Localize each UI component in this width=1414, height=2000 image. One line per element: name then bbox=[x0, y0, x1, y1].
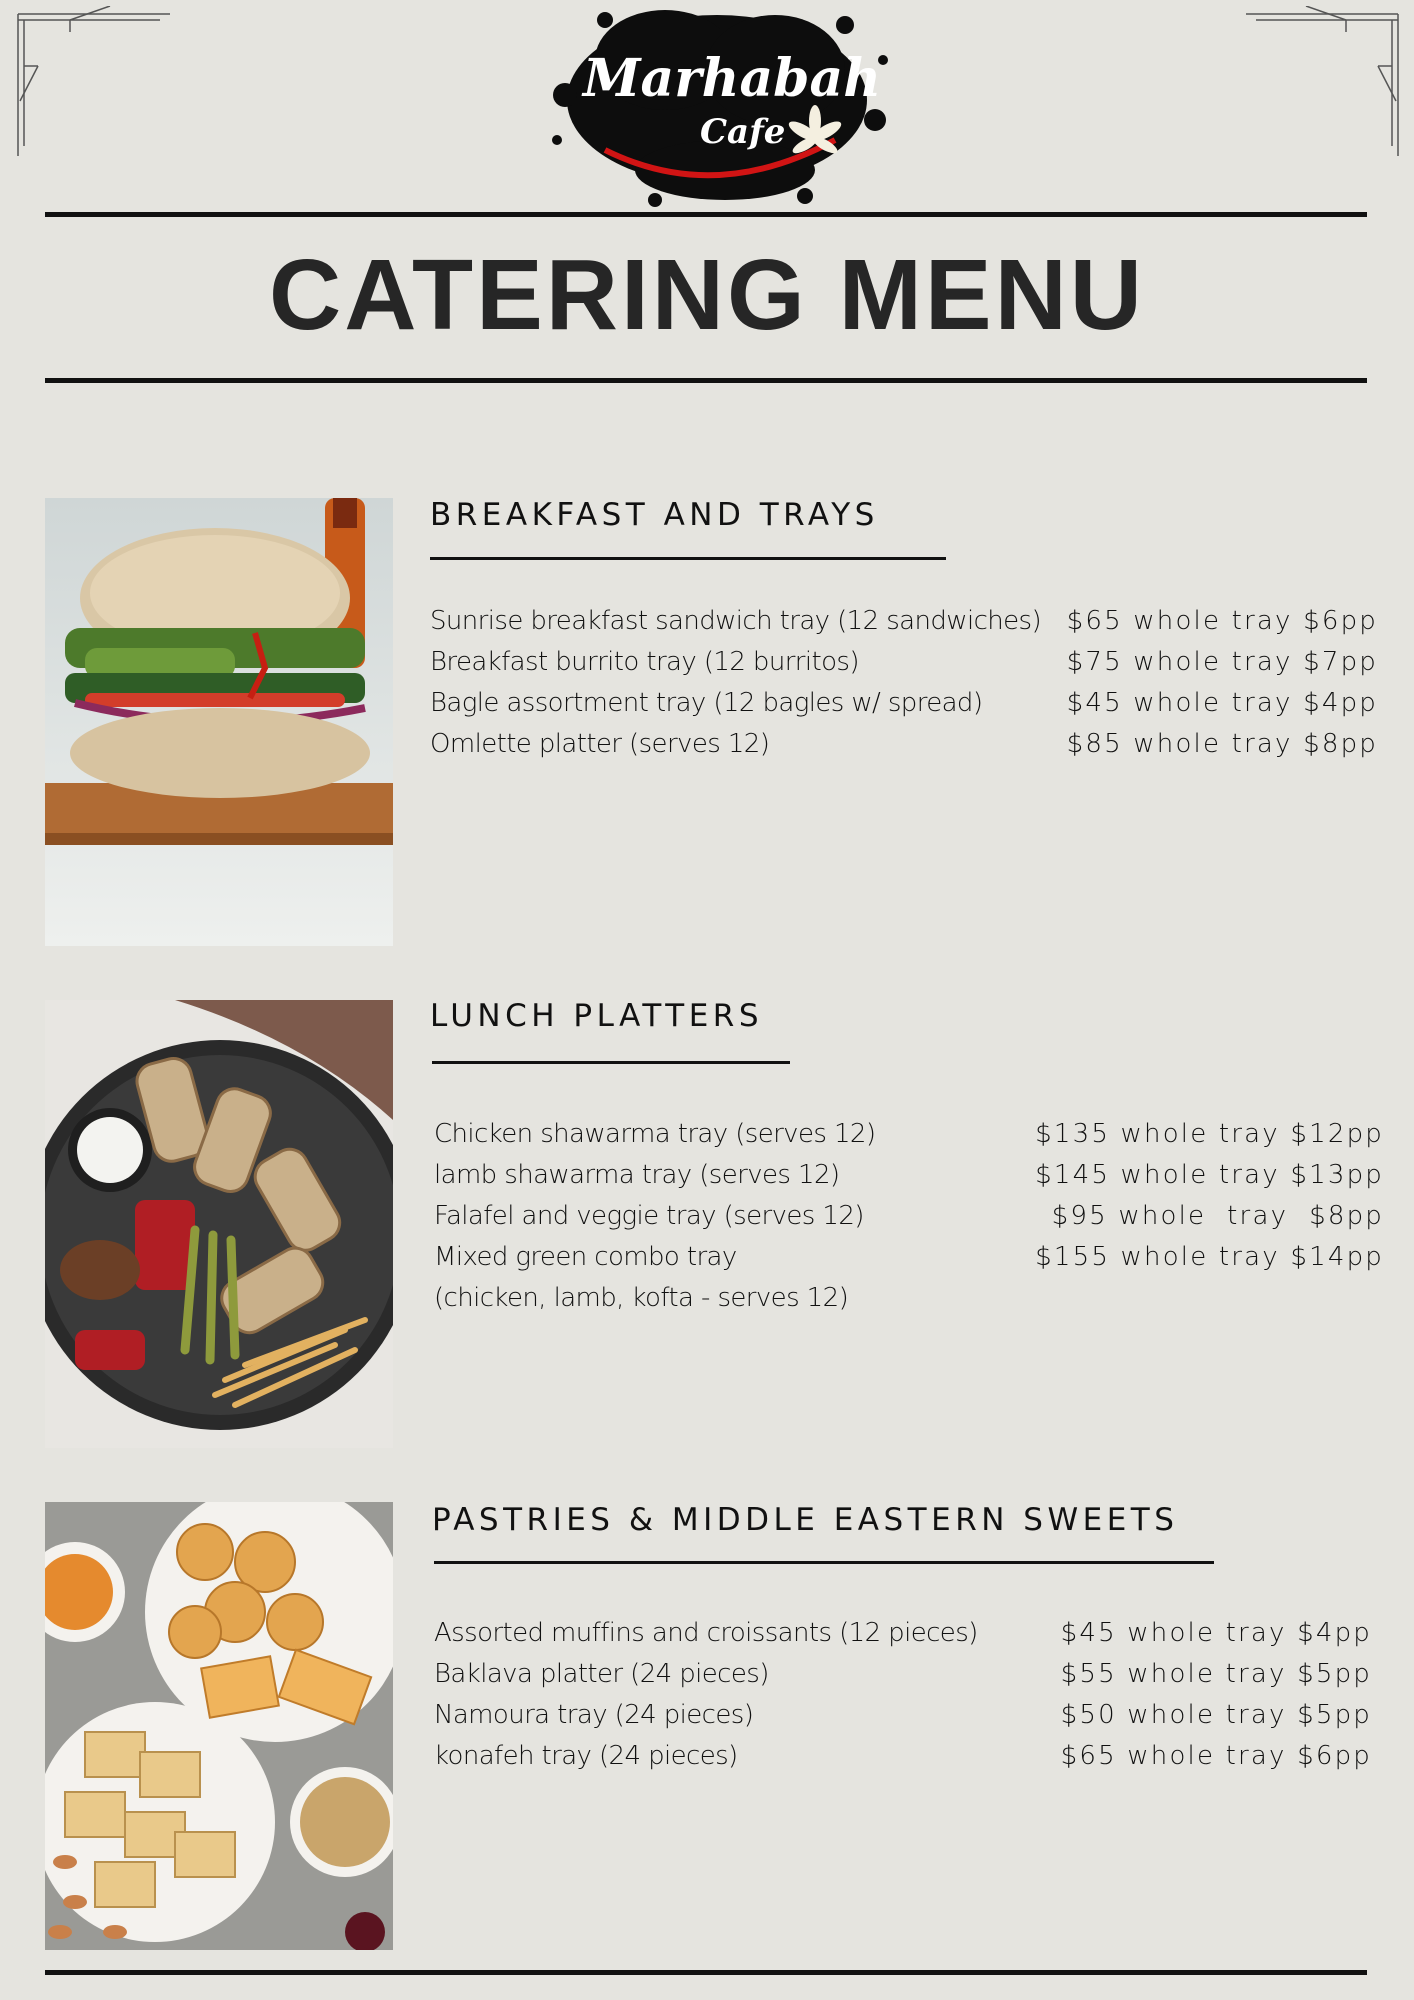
list-item bbox=[430, 601, 1378, 642]
item-price: $145 whole tray $13pp bbox=[1035, 1160, 1384, 1190]
item-name: Falafel and veggie tray (serves 12) bbox=[434, 1201, 864, 1231]
marhabah-cafe-logo bbox=[545, 0, 890, 212]
section-divider-pastries bbox=[434, 1561, 1214, 1564]
header-divider-bottom bbox=[45, 378, 1367, 383]
list-item bbox=[434, 1736, 1372, 1777]
item-name: Mixed green combo tray bbox=[434, 1242, 737, 1272]
breakfast-item-list bbox=[430, 601, 1378, 765]
list-item bbox=[434, 1196, 1384, 1237]
list-item bbox=[430, 642, 1378, 683]
list-item bbox=[430, 724, 1378, 765]
logo-text-marhabah: Marhabah bbox=[583, 48, 882, 109]
logo-text-cafe: Cafe bbox=[700, 112, 786, 152]
list-item bbox=[434, 1613, 1372, 1654]
item-name: Breakfast burrito tray (12 burritos) bbox=[430, 647, 859, 677]
item-price: $85 whole tray $8pp bbox=[1066, 729, 1378, 759]
pastries-item-list bbox=[434, 1613, 1372, 1777]
item-price: $75 whole tray $7pp bbox=[1066, 647, 1378, 677]
list-item-note bbox=[434, 1278, 1384, 1319]
footer-divider bbox=[45, 1970, 1367, 1975]
list-item bbox=[434, 1695, 1372, 1736]
header-divider-top bbox=[45, 212, 1367, 217]
item-name: Namoura tray (24 pieces) bbox=[434, 1700, 754, 1730]
list-item bbox=[430, 683, 1378, 724]
item-name: Bagle assortment tray (12 bagles w/ spread) bbox=[430, 688, 983, 718]
list-item bbox=[434, 1237, 1384, 1278]
shawarma-platter-photo bbox=[45, 1000, 393, 1448]
lunch-item-list bbox=[434, 1114, 1384, 1319]
corner-ornament-right bbox=[1236, 6, 1406, 166]
list-item bbox=[434, 1155, 1384, 1196]
section-title-breakfast: BREAKFAST AND TRAYS bbox=[430, 497, 879, 533]
middle-eastern-sweets-photo bbox=[45, 1502, 393, 1950]
item-price: $65 whole tray $6pp bbox=[1060, 1741, 1372, 1771]
item-price: $155 whole tray $14pp bbox=[1035, 1242, 1384, 1272]
item-name: lamb shawarma tray (serves 12) bbox=[434, 1160, 840, 1190]
item-price: $135 whole tray $12pp bbox=[1035, 1119, 1384, 1149]
item-name: konafeh tray (24 pieces) bbox=[434, 1741, 738, 1771]
section-title-pastries: PASTRIES & MIDDLE EASTERN SWEETS bbox=[432, 1502, 1179, 1538]
item-price: $95 whole tray $8pp bbox=[1051, 1201, 1384, 1231]
item-price: $45 whole tray $4pp bbox=[1060, 1618, 1372, 1648]
list-item bbox=[434, 1654, 1372, 1695]
item-name: Baklava platter (24 pieces) bbox=[434, 1659, 769, 1689]
section-title-lunch: LUNCH PLATTERS bbox=[430, 998, 764, 1034]
item-price: $65 whole tray $6pp bbox=[1066, 606, 1378, 636]
breakfast-sandwich-photo bbox=[45, 498, 393, 946]
item-price: $45 whole tray $4pp bbox=[1066, 688, 1378, 718]
item-name: Omlette platter (serves 12) bbox=[430, 729, 770, 759]
item-price: $55 whole tray $5pp bbox=[1060, 1659, 1372, 1689]
corner-ornament-left bbox=[10, 6, 180, 166]
item-name: Assorted muffins and croissants (12 pieces) bbox=[434, 1618, 978, 1648]
section-divider-breakfast bbox=[430, 557, 946, 560]
section-divider-lunch bbox=[432, 1061, 790, 1064]
page-title: CATERING MENU bbox=[268, 239, 1145, 351]
item-note: (chicken, lamb, kofta - serves 12) bbox=[434, 1283, 849, 1313]
item-price: $50 whole tray $5pp bbox=[1060, 1700, 1372, 1730]
item-name: Sunrise breakfast sandwich tray (12 sandwiches) bbox=[430, 606, 1042, 636]
list-item bbox=[434, 1114, 1384, 1155]
item-name: Chicken shawarma tray (serves 12) bbox=[434, 1119, 876, 1149]
